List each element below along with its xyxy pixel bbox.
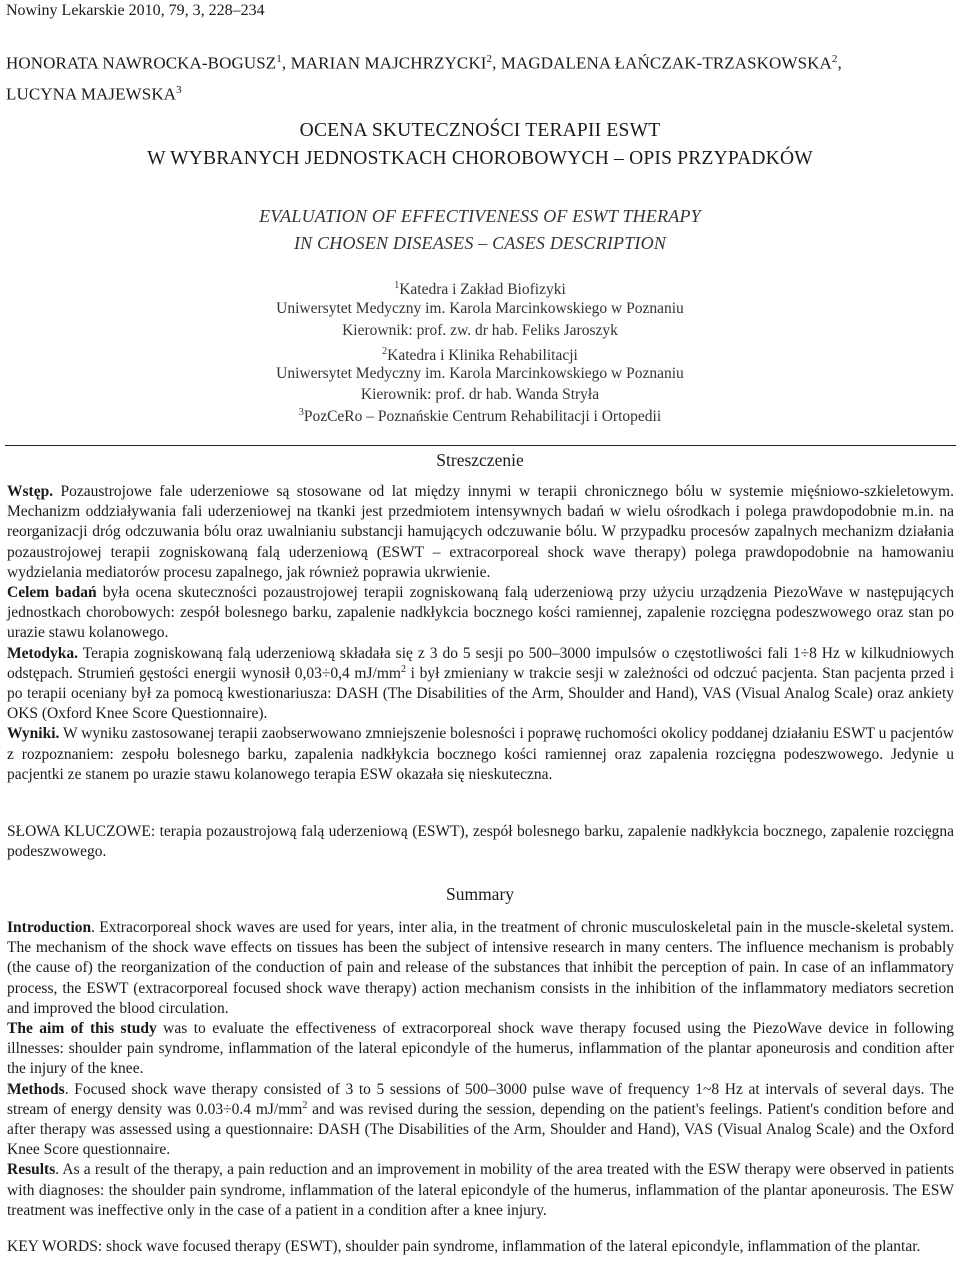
author-name: LUCYNA MAJEWSKA — [6, 84, 177, 104]
affiliation-marker: 2 — [831, 53, 838, 65]
abstract-label: Methods — [7, 1080, 65, 1098]
author-name: , MARIAN MAJCHRZYCKI — [281, 53, 487, 73]
affiliation-marker: 1 — [394, 280, 400, 291]
abstract-label: Celem badań — [7, 584, 97, 602]
abstract-label: Introduction — [7, 919, 92, 936]
affiliation-marker: 3 — [176, 83, 182, 96]
superscript: 2 — [302, 1099, 308, 1111]
affiliation-marker: 1 — [276, 53, 282, 65]
affiliation-text: PozCeRo – Poznańskie Centrum Rehabilitacji i Ortopedii — [303, 408, 662, 426]
affiliation-text: Katedra i Zakład Biofizyki — [399, 281, 566, 299]
abstract-label: Results — [7, 1161, 56, 1179]
abstract-label: Wstęp. — [7, 483, 54, 500]
abstract-text: W wyniku zastosowanej terapii zaobserwowano zmniejszenie bolesności i poprawę ruchomości okolicy poddanej działaniu ESWT u pacjentów z rozpoznaniem: zespołu bolesnego barku, zapalenia nadkłykcia bocznego kości ramiennej oraz zapalenia rozcięgna podeszwowego. Jedynie u pacjentki ze stanem po urazie stawu kolanowego terapia ESW okazała się nieskuteczna. — [7, 725, 954, 783]
keywords-english: KEY WORDS: shock wave focused therapy (ESWT), shoulder pain syndrome, inflammation of the lateral epicondyle, inflammation of the plantar. — [7, 1238, 921, 1255]
title-english-line-2: IN CHOSEN DISEASES – CASES DESCRIPTION — [293, 233, 667, 253]
affiliation-line: Kierownik: prof. dr hab. Wanda Stryła — [360, 386, 600, 403]
abstract-label: The aim of this study — [7, 1020, 157, 1038]
abstract-english-body — [7, 918, 954, 1221]
affiliation-line: Kierownik: prof. zw. dr hab. Feliks Jaroszyk — [342, 322, 618, 339]
title-english-line-1: EVALUATION OF EFFECTIVENESS OF ESWT THERAPY — [259, 206, 701, 226]
superscript: 2 — [400, 663, 406, 675]
affiliation-line: Uniwersytet Medyczny im. Karola Marcinkowskiego w Poznaniu — [276, 365, 684, 382]
author-name: , MAGDALENA ŁAŃCZAK-TRZASKOWSKA — [492, 53, 832, 73]
abstract-heading-english: Summary — [445, 884, 515, 904]
abstract-text: . Extracorporeal shock waves are used for years, inter alia, in the treatment of chronic musculoskeletal pain in the muscle-skeletal system. The mechanism of the shock wave effects on tissues has been the subject of intensive research in many centers. The influence mechanism is probably (the cause of) the reorganization of the conduction of pain and release of the substances that inhibit the perception of pain. In case of an inflammatory process, the ESWT (extracorporeal focused shock wave therapy) action mechanism consists in the inhibition of the inflammatory mediators secretion and improved the blood circulation. — [7, 919, 954, 1017]
abstract-label: Metodyka. — [7, 644, 79, 662]
affiliation-marker: 2 — [382, 346, 388, 357]
abstract-label: Wyniki. — [7, 725, 60, 743]
abstract-text: . Focused shock wave therapy consisted of 3 to 5 sessions of 500–3000 pulse wave of frequency 1~8 Hz at intervals of several days. The stream of energy density was 0.03÷0.4 mJ/mm — [7, 1080, 954, 1118]
abstract-text: was to evaluate the effectiveness of extracorporeal shock wave therapy focused using the PiezoWave device in following illnesses: shoulder pain syndrome, inflammation of the lateral epicondyle of the humerus, inflammation of the plantar aponeurosis and condition after the injury of the knee. — [7, 1020, 954, 1078]
affiliation-marker: 3 — [298, 407, 304, 418]
abstract-text: i był zmieniany w trakcie sesji w zależności od odczuć pacjenta. Stan pacjenta przed i po terapii oceniany był za pomocą kwestionariusza: DASH (The Disabilities of the Arm, Shoulder and Hand), VAS (Visual Analog Scale) oraz ankiety OKS (Oxford Knee Score Questionnaire). — [7, 664, 954, 723]
abstract-text: Pozaustrojowe fale uderzeniowe są stosowane od lat między innymi w terapii chronicznego bólu w systemie mięśniowo-szkieletowym. Mechanizm oddziaływania fali uderzeniowej na tkanki jest przedmiotem intensywnych badań w wielu ośrodkach i polega prawdopodobnie m.in. na reorganizacji dróg odczuwania bólu oraz uwalnianiu substancji hamujących odczuwanie bólu. W przypadku procesów zapalnych mechanizm działania pozaustrojowej terapii zogniskowaną falą uderzeniową (ESWT – extracorporeal shock wave therapy) polega prawdopodobnie na hamowaniu wydzielania mediatorów procesu zapalnego, jak również poprawia ukrwienie. — [7, 483, 954, 581]
section-divider — [5, 445, 956, 446]
keywords-polish: SŁOWA KLUCZOWE: terapia pozaustrojową falą uderzeniową (ESWT), zespół bolesnego barku, zapalenie nadkłykcia bocznego, zapalenie rozcięgna podeszwowego. — [7, 823, 954, 861]
abstract-text: Terapia zogniskowaną falą uderzeniową składała się z 3 do 5 sesji po 500–3000 impulsów o częstotliwości fali 1÷8 Hz w kilkudniowych odstępach. Strumień gęstości energii wynosił 0,03÷0,4 mJ/mm — [7, 644, 954, 682]
title-polish-line-2: W WYBRANYCH JEDNOSTKACH CHOROBOWYCH – OPIS PRZYPADKÓW — [147, 148, 813, 169]
abstract-text: była ocena skuteczności pozaustrojowej terapii zogniskowaną falą uderzeniową przy użyciu urządzenia PiezoWave w następujących jednostkach chorobowych: zespół bolesnego barku, zapalenie nadkłykcia bocznego kości ramiennej, zapalenie rozcięgna podeszwowego oraz stan po urazie stawu kolanowego. — [7, 584, 954, 642]
affiliation-text: Katedra i Klinika Rehabilitacji — [387, 347, 578, 365]
journal-citation: Nowiny Lekarskie 2010, 79, 3, 228–234 — [6, 2, 265, 19]
affiliation-line: Uniwersytet Medyczny im. Karola Marcinkowskiego w Poznaniu — [276, 300, 684, 317]
author-list — [6, 46, 956, 107]
abstract-text: . As a result of the therapy, a pain reduction and an improvement in mobility of the area treated with the ESW therapy were observed in patients with diagnoses: the shoulder pain syndrome, inflammation of the lateral epicondyle of the humerus, inflammation of the plantar aponeurosis. The ESW treatment was ineffective only in the case of a patient in a condition after a knee injury. — [7, 1161, 954, 1219]
affiliation-marker: 2 — [486, 53, 493, 65]
abstract-text: and was revised during the session, depending on the patient's feelings. Patient's condition before and after therapy was assessed using a questionnaire: DASH (The Disabilities of the Arm, Shoulder and Hand), VAS (Visual Analog Scale) and the Oxford Knee Score questionnaire. — [7, 1100, 954, 1159]
abstract-polish-body — [7, 482, 954, 785]
affiliation-line — [0, 402, 960, 428]
author-name: HONORATA NAWROCKA-BOGUSZ — [6, 53, 277, 73]
author-separator: , — [837, 53, 842, 73]
title-polish-line-1: OCENA SKUTECZNOŚCI TERAPII ESWT — [299, 120, 661, 141]
abstract-heading-polish: Streszczenie — [436, 450, 524, 470]
